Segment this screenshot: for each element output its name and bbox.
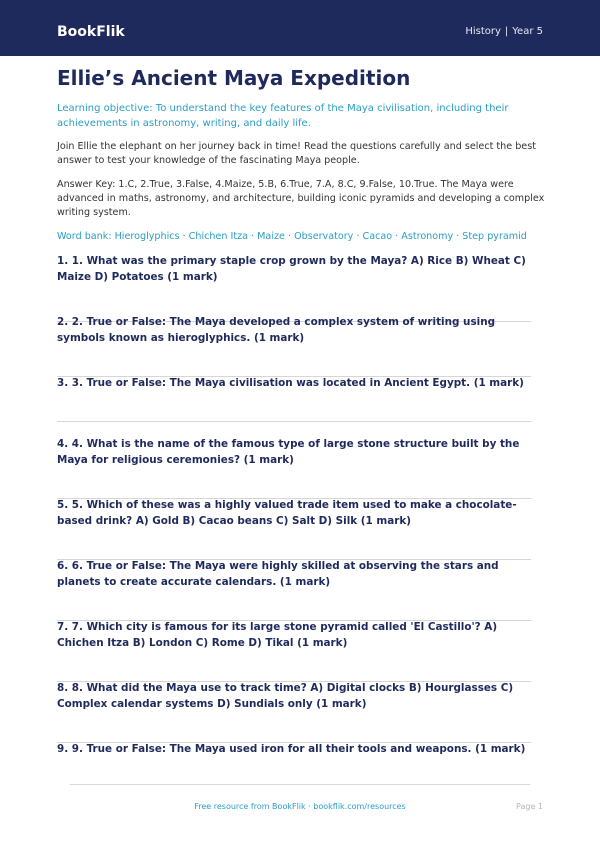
header-bar — [0, 0, 600, 56]
question-item — [57, 253, 545, 314]
question-item — [57, 497, 545, 558]
footer-divider — [70, 784, 530, 785]
subject-label: History — [465, 26, 501, 37]
question-text: 4. 4. What is the name of the famous type of large stone structure built by the Maya for religious ceremonies? (1 mark) — [57, 438, 520, 466]
question-item — [57, 558, 545, 619]
question-item — [57, 314, 545, 375]
question-text: 2. 2. True or False: The Maya developed a complex system of writing using symbols known as hieroglyphics. (1 mark) — [57, 316, 496, 344]
worksheet-intro — [57, 62, 545, 256]
question-item — [57, 436, 545, 497]
word-bank: Word bank: Hieroglyphics · Chichen Itza · Maize · Observatory · Cacao · Astronomy · Step pyramid — [57, 231, 527, 242]
question-text: 3. 3. True or False: The Maya civilisation was located in Ancient Egypt. (1 mark) — [57, 377, 524, 389]
footer-credit[interactable]: Free resource from BookFlik · bookflik.com/resources — [194, 802, 406, 811]
page-title: Ellie’s Ancient Maya Expedition — [57, 66, 411, 90]
question-text: 5. 5. Which of these was a highly valued trade item used to make a chocolate-based drink? A) Gold B) Cacao beans C) Salt D) Silk (1 mark) — [57, 499, 517, 527]
header-meta — [465, 25, 543, 39]
question-text: 8. 8. What did the Maya use to track time? A) Digital clocks B) Hourglasses C) Complex calendar systems D) Sundials only (1 mark) — [57, 682, 514, 710]
question-text: 6. 6. True or False: The Maya were highly skilled at observing the stars and planets to create accurate calendars. (1 mark) — [57, 560, 499, 588]
question-text: 1. 1. What was the primary staple crop grown by the Maya? A) Rice B) Wheat C) Maize D) Potatoes (1 mark) — [57, 255, 526, 283]
question-list — [57, 253, 545, 802]
question-item — [57, 619, 545, 680]
page-number: Page 1 — [516, 802, 543, 811]
year-label: Year 5 — [512, 26, 543, 37]
question-item — [57, 375, 545, 436]
separator: | — [504, 26, 509, 37]
learning-objective: Learning objective: To understand the key features of the Maya civilisation, including their achievements in astronomy, writing, and daily life. — [57, 103, 509, 129]
question-item — [57, 680, 545, 741]
answer-line[interactable] — [57, 421, 531, 422]
answer-key: Answer Key: 1.C, 2.True, 3.False, 4.Maize, 5.B, 6.True, 7.A, 8.C, 9.False, 10.True. The Maya were advanced in maths, astronomy, and architecture, building iconic pyramids and developing a complex writing system. — [57, 179, 545, 218]
brand-logo-text[interactable]: BookFlik — [57, 24, 125, 40]
question-text: 7. 7. Which city is famous for its large stone pyramid called 'El Castillo'? A) Chichen Itza B) London C) Rome D) Tikal (1 mark) — [57, 621, 498, 649]
question-text: 9. 9. True or False: The Maya used iron for all their tools and weapons. (1 mark) — [57, 743, 526, 755]
intro-text: Join Ellie the elephant on her journey back in time! Read the questions carefully and select the best answer to test your knowledge of the fascinating Maya people. — [57, 141, 536, 166]
question-item — [57, 741, 545, 802]
